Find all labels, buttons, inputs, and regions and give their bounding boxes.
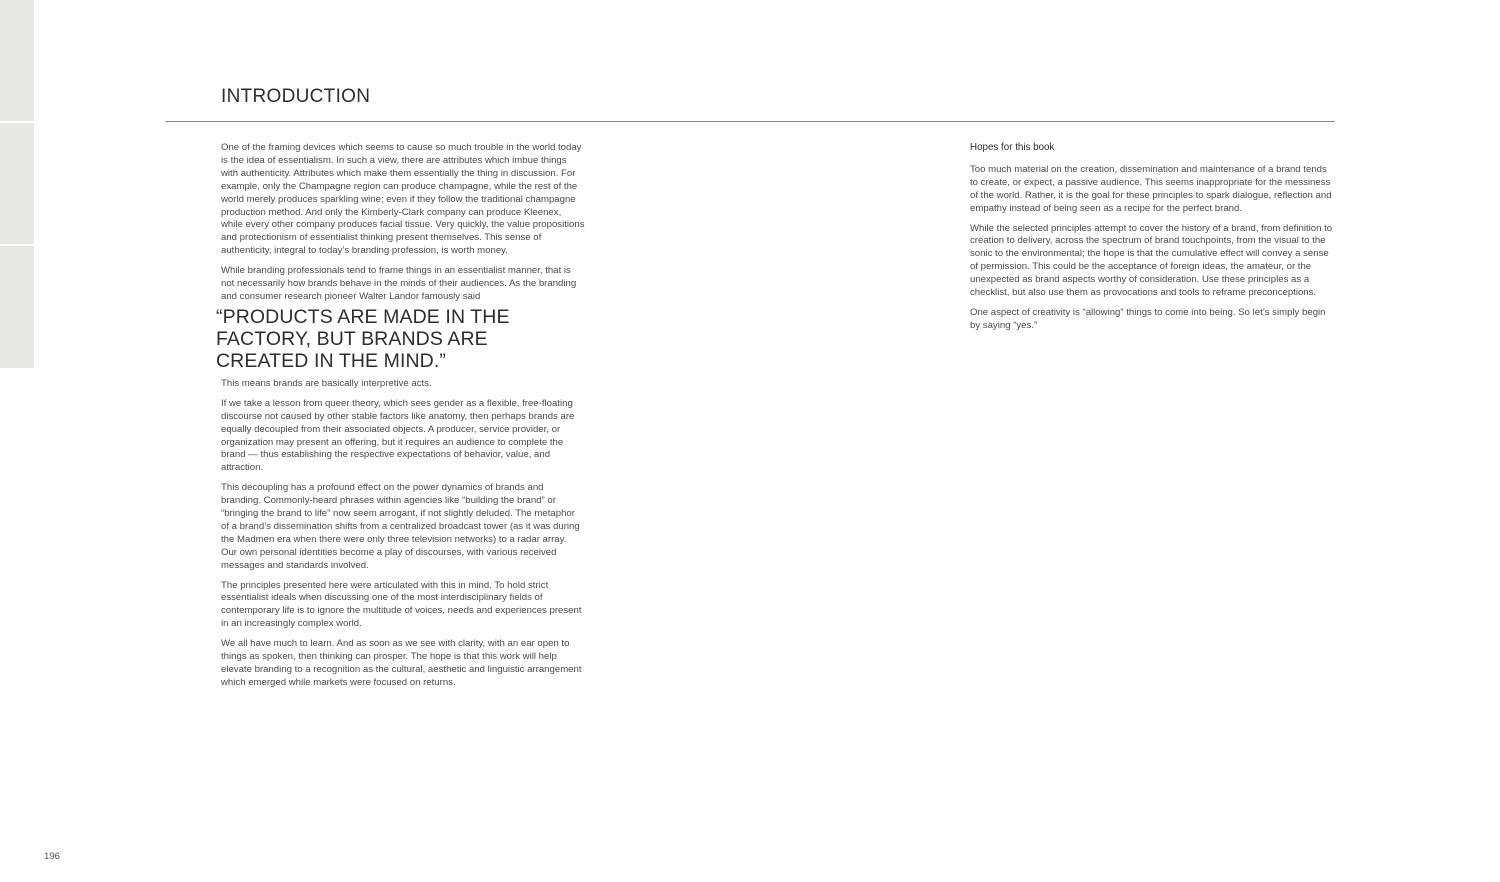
chapter-tab <box>0 246 34 368</box>
body-paragraph: While branding professionals tend to frame things in an essentialist manner, that is not necessarily how brands behave in the minds of their audiences. As the branding and consumer research pioneer Walter Landor famously said <box>221 265 577 302</box>
body-paragraph: This means brands are basically interpretive acts. <box>221 377 432 389</box>
pull-quote: “PRODUCTS ARE MADE IN THE FACTORY, BUT BRANDS ARE CREATED IN THE MIND.” <box>216 305 510 372</box>
body-paragraph: The principles presented here were articulated with this in mind. To hold strict essentialist ideals when discussing one of the most interdisciplinary fields of contemporary life is to ignore the multitude of voices, needs and experiences present in an increasingly complex world. <box>221 579 582 630</box>
body-paragraph: Too much material on the creation, dissemination and maintenance of a brand tends to create, or expect, a passive audience. This seems inappropriate for the messiness of the world. Rather, it is the goal for these principles to spark dialogue, reflection and empathy instead of being seen as a recipe for the perfect brand. <box>970 163 1332 214</box>
page-number: 196 <box>44 851 61 862</box>
section-heading: Hopes for this book <box>970 142 1055 153</box>
right-text-column <box>970 142 1334 340</box>
chapter-tabs <box>0 0 34 368</box>
left-text-column <box>216 142 585 697</box>
chapter-tab <box>0 123 34 244</box>
body-paragraph: While the selected principles attempt to cover the history of a brand, from definition to creation to delivery, across the spectrum of brand touchpoints, from the visual to the sonic to the environmental; the hope is that the cumulative effect will convey a sense of permission. This could be the acceptance of foreign ideas, the amateur, or the unexpected as brand aspects worthy of consideration. Use these principles as a checklist, but also use them as provocations and tools to reframe preconceptions. <box>970 222 1333 299</box>
body-paragraph: If we take a lesson from queer theory, which sees gender as a flexible, free-floating discourse not caused by other stable factors like anatomy, then perhaps brands are equally decoupled from their associated objects. A producer, service provider, or organization may present an offering, but it requires an audience to complete the brand — thus establishing the respective expectations of behavior, value, and attraction. <box>221 397 575 474</box>
chapter-tab <box>0 0 34 121</box>
body-paragraph: We all have much to learn. And as soon as we see with clarity, with an ear open to things as spoken, then thinking can prosper. The hope is that this work will help elevate branding to a recognition as the cultural, aesthetic and linguistic arrangement which emerged while markets were focused on returns. <box>221 638 582 688</box>
body-paragraph: This decoupling has a profound effect on the power dynamics of brands and branding. Commonly-heard phrases within agencies like “building the brand” or “bringing the brand to life” now seem arrogant, if not slightly deluded. The metaphor of a brand’s dissemination shifts from a centralized broadcast tower (as it was during the Madmen era when there were only three television networks) to a radar array. Our own personal identities become a play of discourses, with various received messages and standards involved. <box>221 482 580 571</box>
header-divider <box>165 121 1335 122</box>
body-paragraph: One aspect of creativity is “allowing” things to come into being. So let’s simply begin by saying “yes.” <box>970 306 1326 331</box>
body-paragraph: One of the framing devices which seems to cause so much trouble in the world today is the idea of essentialism. In such a view, there are attributes which imbue things with authenticity. Attributes which make them essentially the thing in discussion. For example, only the Champagne region can produce champagne, while the rest of the world merely produces sparkling wine; even if they follow the traditional champagne production method. And only the Kimberly-Clark company can produce Kleenex, while every other company produces facial tissue. Very quickly, the value propositions and protectionism of essentialist thinking present themselves. This sense of authenticity, integral to today’s branding profession, is worth money. <box>221 142 585 257</box>
page-title: INTRODUCTION <box>221 86 371 107</box>
